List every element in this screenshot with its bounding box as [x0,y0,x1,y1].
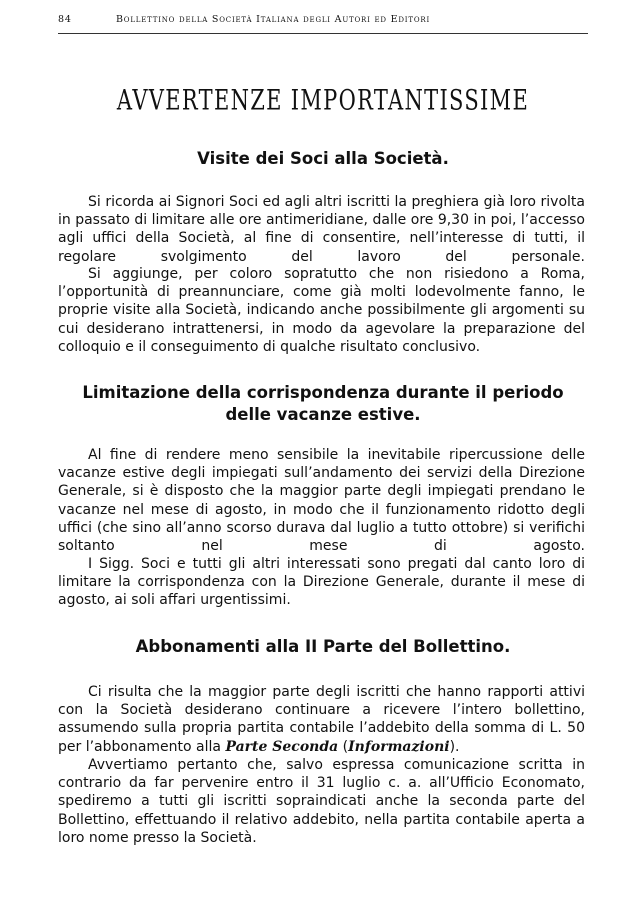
paragraph [58,756,585,847]
journal-title: Bollettino della Società Italiana degli Autori ed Editori [116,14,431,25]
paragraph-text: I Sigg. Soci e tutti gli altri interessati sono pregati dal canto loro di limitare la corrispondenza con la Direzione Generale, durante il mese di agosto, ai soli affari urgentissimi. [58,556,585,609]
paragraph [58,265,585,356]
section-title-line: Visite dei Soci alla Società. [197,149,449,168]
paragraph [58,446,585,555]
paragraph [58,193,585,266]
emphasis-parte-seconda: Parte Seconda [225,738,339,755]
paragraph-text: Ci risulta che la maggior parte degli iscritti che hanno rapporti attivi con la Società desiderano continuare a ricevere l’intero bollettino, assumendo sulla propria partita contabile l’addebito della somma di L. 50 per l’abbonamento alla [58,684,585,755]
section-title-limitazione [58,382,588,426]
paragraph-text: Avvertiamo pertanto che, salvo espressa comunicazione scritta in contrario da far pervenire entro il 31 luglio c. a. all’Ufficio Economato, spediremo a tutti gli iscritti sopraindicati anche la seconda parte del Bollettino, effettuando il relativo addebito, nella partita contabile aperta a loro nome presso la Società. [58,757,585,846]
paragraph-text: ( [338,738,349,755]
paragraph-text: Si ricorda ai Signori Soci ed agli altri iscritti la preghiera già loro rivolta in passato di limitare alle ore antimeridiane, dalle ore 9,30 in poi, l’accesso agli uffici della Società, al fine di consentire, nell’interesse di tutti, il regolare svolgimento del lavoro del personale. [58,194,585,265]
paragraph-text: ). [449,738,460,755]
page-number: 84 [58,14,72,25]
section-title-visite [58,148,588,170]
page-title: AVVERTENZE IMPORTANTISSIME [116,84,530,117]
paragraph-text: Al fine di rendere meno sensibile la inevitabile ripercussione delle vacanze estive degli impiegati sull’andamento dei servizi della Direzione Generale, si è disposto che la maggior parte degli impiegati prendano le vacanze nel mese di agosto, in modo che il funzionamento ridotto degli uffici (che sino all’anno scorso durava dal luglio a tutto ottobre) si verifichi soltanto nel mese di agosto. [58,447,585,555]
section-title-line: delle vacanze estive. [225,405,421,424]
paragraph-text: Si aggiunge, per coloro sopratutto che non risiedono a Roma, l’opportunità di preannunciare, come già molti lodevolmente fanno, le proprie visite alla Società, indicando anche possibilmente gli argomenti su cui desiderano intrattenersi, in modo da agevolare la preparazione del colloquio e il conseguimento di qualche risultato conclusivo. [58,266,585,355]
paragraph [58,555,585,610]
header-rule [58,33,588,34]
section-title-line: Limitazione della corrispondenza durante il periodo [82,383,564,402]
emphasis-informazioni: Informazioni [348,738,450,755]
section-title-line: Abbonamenti alla II Parte del Bollettino. [135,637,511,656]
paragraph [58,683,585,756]
section-title-abbonamenti [58,636,588,658]
